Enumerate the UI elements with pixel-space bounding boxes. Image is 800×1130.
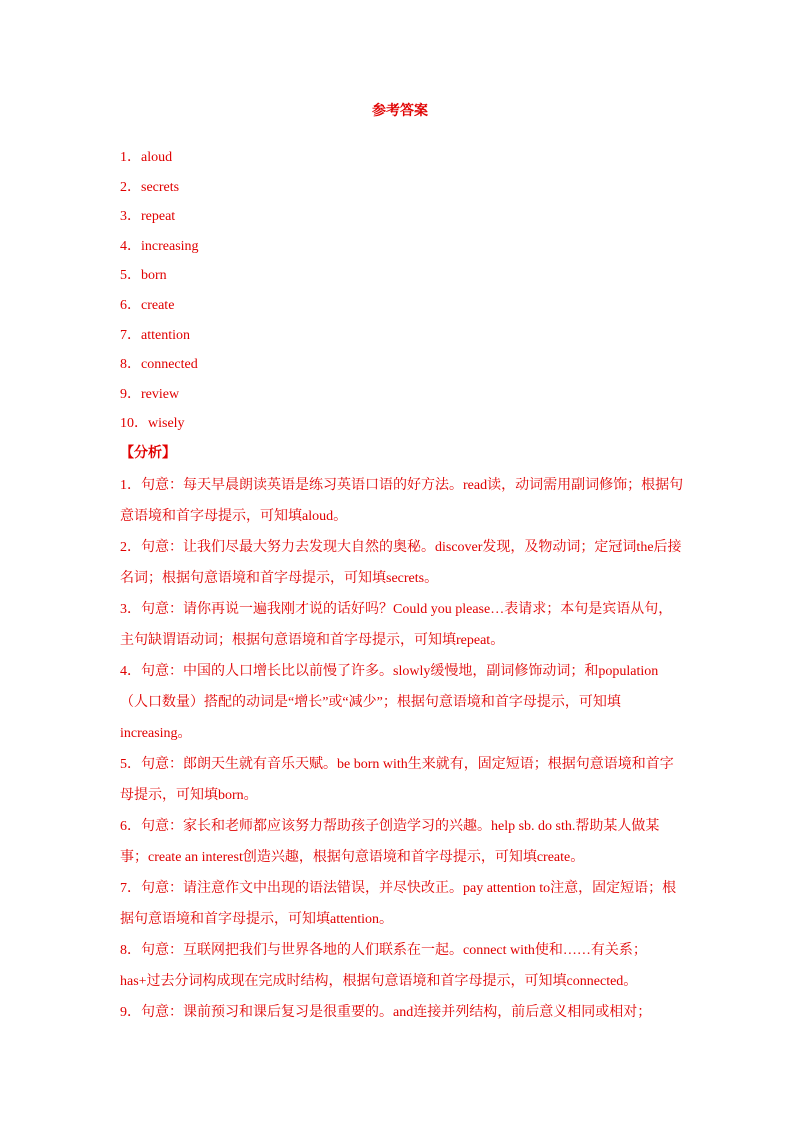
analysis-item: 3．句意：请你再说一遍我刚才说的话好吗？Could you please…表请求；本句是宾语从句，主句缺谓语动词；根据句意语境和首字母提示，可知填repeat。: [120, 602, 673, 648]
analysis-item: 7．句意：请注意作文中出现的语法错误，并尽快改正。pay attention to注意，固定短语；根据句意语境和首字母提示，可知填attention。: [120, 881, 677, 927]
answer-item: 7．attention: [120, 327, 190, 343]
answer-item: 5．born: [120, 268, 167, 284]
answer-item: 8．connected: [120, 357, 198, 373]
analysis-item: 1．句意：每天早晨朗读英语是练习英语口语的好方法。read读，动词需用副词修饰；根据句意语境和首字母提示，可知填aloud。: [120, 478, 684, 524]
analysis-heading: 【分析】: [120, 446, 176, 461]
analysis-item: 2．句意：让我们尽最大努力去发现大自然的奥秘。discover发现，及物动词；定冠词the后接名词；根据句意语境和首字母提示，可知填secrets。: [120, 540, 682, 586]
analysis-item: 5．句意：郎朗天生就有音乐天赋。be born with生来就有，固定短语；根据句意语境和首字母提示，可知填born。: [120, 757, 674, 803]
analysis-item: 6．句意：家长和老师都应该努力帮助孩子创造学习的兴趣。help sb. do sth.帮助某人做某事；create an interest创造兴趣，根据句意语境和首字母提示，可知填create。: [120, 819, 660, 865]
answer-item: 3．repeat: [120, 209, 176, 225]
answer-list: [120, 148, 199, 444]
analysis-item: 4．句意：中国的人口增长比以前慢了许多。slowly缓慢地，副词修饰动词；和population（人口数量）搭配的动词是“增长”或“减少”；根据句意语境和首字母提示，可知填increasing。: [120, 664, 659, 741]
answer-item: 6．create: [120, 297, 175, 313]
answer-item: 10．wisely: [120, 416, 185, 432]
analysis-item: 8．句意：互联网把我们与世界各地的人们联系在一起。connect with使和……有关系；has+过去分词构成现在完成时结构，根据句意语境和首字母提示，可知填connected。: [120, 943, 647, 989]
answer-item: 4．increasing: [120, 238, 199, 254]
page-title: 参考答案: [372, 104, 428, 119]
answer-item: 2．secrets: [120, 179, 180, 195]
analysis-item: 9．句意：课前预习和课后复习是很重要的。and连接并列结构，前后意义相同或相对；: [120, 1005, 652, 1020]
analysis-list: [120, 470, 685, 1028]
answer-item: 1．aloud: [120, 150, 173, 165]
answer-item: 9．review: [120, 386, 180, 402]
